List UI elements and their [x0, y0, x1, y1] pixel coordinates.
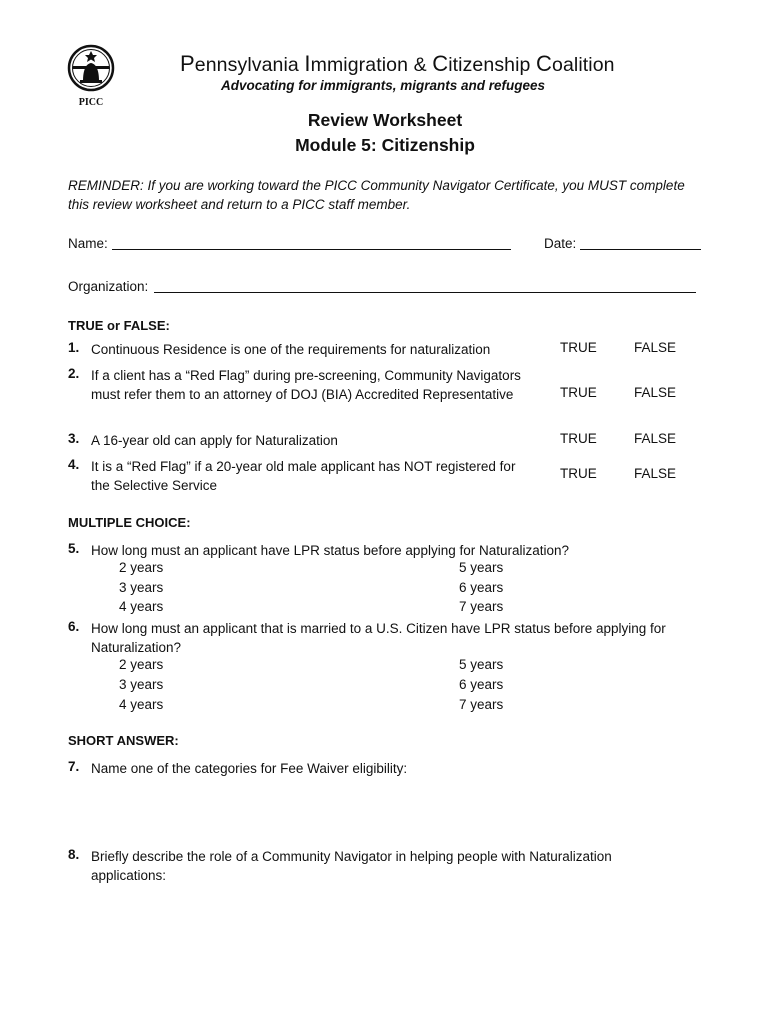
picc-logo	[64, 42, 118, 108]
reminder-text: REMINDER: If you are working toward the PICC Community Navigator Certificate, you MUST complete this review worksheet and return to a PICC staff member.	[68, 178, 685, 212]
false-option[interactable]: FALSE	[634, 466, 677, 481]
module-title: Module 5: Citizenship	[295, 135, 475, 155]
option-4-years[interactable]: 4 years	[119, 697, 164, 712]
short-answer-heading: SHORT ANSWER:	[68, 733, 179, 748]
worksheet-title: Review Worksheet	[307, 110, 463, 130]
date-field[interactable]	[580, 249, 701, 250]
question-number: 2.	[68, 366, 80, 381]
question-text: How long must an applicant that is married to a U.S. Citizen have LPR status before applying for Naturalization?	[91, 621, 666, 655]
option-2-years[interactable]: 2 years	[119, 560, 164, 575]
name-label: Name:	[68, 236, 108, 251]
option-3-years[interactable]: 3 years	[119, 580, 164, 595]
option-7-years[interactable]: 7 years	[459, 599, 504, 614]
organization-label: Organization:	[68, 279, 149, 294]
option-6-years[interactable]: 6 years	[459, 677, 504, 692]
option-5-years[interactable]: 5 years	[459, 657, 504, 672]
org-name: Pennsylvania Immigration & Citizenship Coalition	[180, 51, 615, 76]
question-text: Continuous Residence is one of the requirements for naturalization	[91, 342, 491, 357]
option-3-years[interactable]: 3 years	[119, 677, 164, 692]
logo-text: PICC	[78, 97, 104, 108]
org-tagline: Advocating for immigrants, migrants and refugees	[221, 78, 546, 93]
true-option[interactable]: TRUE	[560, 385, 597, 400]
true-option[interactable]: TRUE	[560, 431, 597, 446]
question-number: 8.	[68, 847, 80, 862]
question-number: 1.	[68, 340, 80, 355]
option-2-years[interactable]: 2 years	[119, 657, 164, 672]
false-option[interactable]: FALSE	[634, 431, 677, 446]
option-6-years[interactable]: 6 years	[459, 580, 504, 595]
date-label: Date:	[544, 236, 577, 251]
option-4-years[interactable]: 4 years	[119, 599, 164, 614]
option-7-years[interactable]: 7 years	[459, 697, 504, 712]
question-number: 6.	[68, 619, 80, 634]
question-text: A 16-year old can apply for Naturalization	[91, 433, 338, 448]
question-text: Name one of the categories for Fee Waiver eligibility:	[91, 761, 408, 776]
true-option[interactable]: TRUE	[560, 466, 597, 481]
question-number: 7.	[68, 759, 80, 774]
question-number: 5.	[68, 541, 80, 556]
question-number: 3.	[68, 431, 80, 446]
multiple-choice-heading: MULTIPLE CHOICE:	[68, 515, 191, 530]
question-text: It is a “Red Flag” if a 20-year old male applicant has NOT registered for the Selective Service	[91, 459, 516, 493]
false-option[interactable]: FALSE	[634, 340, 677, 355]
true-option[interactable]: TRUE	[560, 340, 597, 355]
organization-field[interactable]	[154, 292, 696, 293]
name-field[interactable]	[112, 249, 511, 250]
question-number: 4.	[68, 457, 80, 472]
question-text: How long must an applicant have LPR status before applying for Naturalization?	[91, 543, 570, 558]
option-5-years[interactable]: 5 years	[459, 560, 504, 575]
question-text: If a client has a “Red Flag” during pre-screening, Community Navigators must refer them to an attorney of DOJ (BIA) Accredited Representative	[91, 368, 521, 402]
question-text: Briefly describe the role of a Community Navigator in helping people with Naturalization applications:	[91, 849, 612, 883]
true-false-heading: TRUE or FALSE:	[68, 318, 170, 333]
false-option[interactable]: FALSE	[634, 385, 677, 400]
